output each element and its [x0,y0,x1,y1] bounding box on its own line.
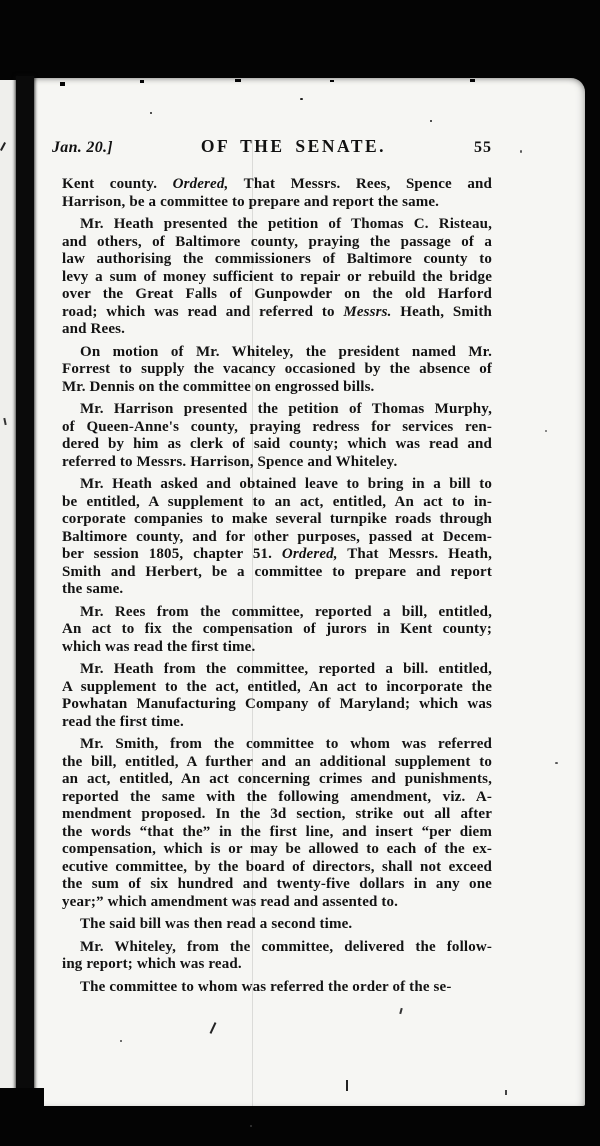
ink-speck [520,150,522,153]
text-line: A supplement to the act, entitled, An act to incorporate the [62,678,492,695]
text-line: Mr. Harrison presented the petition of Thomas Murphy, [80,401,492,417]
text-line: the sum of six hundred and twenty-five dollars in any one [62,876,492,892]
text-line: referred to Messrs. Harrison, Spence and Whiteley. [62,453,398,470]
text-line: ber session 1805, chapter 51. Ordered, That Messrs. Heath, [62,546,492,562]
text-line: Harrison, be a committee to prepare and report the same. [62,193,440,210]
text-line: over the Great Falls of Gunpowder on the old Harford [62,286,492,302]
ink-speck [430,120,432,122]
text-line: mendment proposed. In the 3d section, strike out all after [62,806,492,822]
text-line: reported the same with the following amendment, viz. A- [62,788,492,805]
ink-speck [3,418,6,425]
ink-speck [120,1040,122,1042]
text-paragraph [62,216,492,339]
adjacent-page-edge [0,80,17,1092]
text-paragraph [62,916,492,934]
gutter-shadow [16,76,34,1146]
ink-speck [150,112,152,114]
text-line: Mr. Rees from the committee, reported a bill, entitled, [80,603,492,620]
text-line: Mr. Dennis on the committee on engrossed bills. [62,378,375,395]
text-line: An act to fix the compensation of jurors in Kent county; [62,621,492,637]
text-line: ing report; which was read. [62,956,242,972]
page-edge-speck [235,79,241,82]
text-line: and Rees. [62,321,126,337]
text-paragraph [62,979,492,997]
text-paragraph [62,344,492,397]
text-line: Powhatan Manufacturing Company of Maryland; which was [62,696,492,712]
text-line: the words “that the” in the first line, and insert “per diem [62,823,492,840]
text-line: ecutive committee, by the board of directors, shall not exceed [62,858,492,875]
text-line: Mr. Heath from the committee, reported a bill. entitled, [80,661,492,677]
text-paragraph [62,939,492,974]
text-paragraph [62,661,492,731]
text-paragraph [62,476,492,599]
ink-speck [250,1125,252,1127]
ink-speck [300,98,303,100]
page-edge-speck [330,80,334,82]
page-header [52,136,492,162]
ink-speck [346,1080,348,1091]
text-line: law authorising the commissioners of Baltimore county to [62,251,492,267]
ink-speck [0,142,6,151]
header-title: OF THE SENATE. [200,136,387,156]
text-line: The committee to whom was referred the order of the se- [80,978,452,995]
text-line: Mr. Heath presented the petition of Thomas C. Risteau, [80,216,492,232]
page-edge-speck [140,80,144,83]
text-line: and others, of Baltimore county, praying the passage of a [62,233,492,250]
text-paragraph [62,604,492,657]
header-date: Jan. 20.] [52,139,113,156]
page-edge-speck [60,82,65,86]
text-line: Mr. Whiteley, from the committee, delivered the follow- [80,938,492,955]
text-line: Baltimore county, and for other purposes, passed at Decem- [62,528,492,545]
text-paragraph [62,401,492,471]
gutter-shadow-foot [0,1088,44,1146]
page-edge-speck [470,79,475,82]
text-line: the same. [62,581,124,597]
text-line: Mr. Heath asked and obtained leave to bring in a bill to [80,476,492,492]
text-line: corporate companies to make several turnpike roads through [62,511,492,527]
text-paragraph [62,176,492,211]
text-line: Mr. Smith, from the committee to whom was referred [80,736,492,752]
ink-speck [505,1090,507,1095]
text-line: read the first time. [62,713,184,730]
text-line: Kent county. Ordered, That Messrs. Rees, Spence and [62,176,492,192]
document-body [62,176,492,996]
text-line: The said bill was then read a second time. [80,916,353,932]
text-line: compensation, which is or may be allowed to each of the ex- [62,841,492,857]
text-paragraph [62,736,492,911]
text-line: the bill, entitled, A further and an additional supplement to [62,753,492,770]
text-line: Forrest to supply the vacancy occasioned by the absence of [62,361,492,377]
ink-speck [555,762,558,764]
text-line: of Queen-Anne's county, praying redress for services ren- [62,418,492,435]
text-line: On motion of Mr. Whiteley, the president named Mr. [80,343,492,360]
text-line: year;” which amendment was read and assented to. [62,893,399,910]
text-line: levy a sum of money sufficient to repair or rebuild the bridge [62,268,492,285]
text-line: be entitled, A supplement to an act, entitled, An act to in- [62,493,492,510]
text-line: road; which was read and referred to Messrs. Heath, Smith [62,303,492,320]
text-line: dered by him as clerk of said county; which was read and [62,436,492,452]
text-line: which was read the first time. [62,638,256,655]
ink-speck [545,430,547,432]
header-page-number: 55 [474,139,492,156]
text-line: an act, entitled, An act concerning crimes and punishments, [62,771,492,787]
text-line: Smith and Herbert, be a committee to prepare and report [62,563,492,580]
